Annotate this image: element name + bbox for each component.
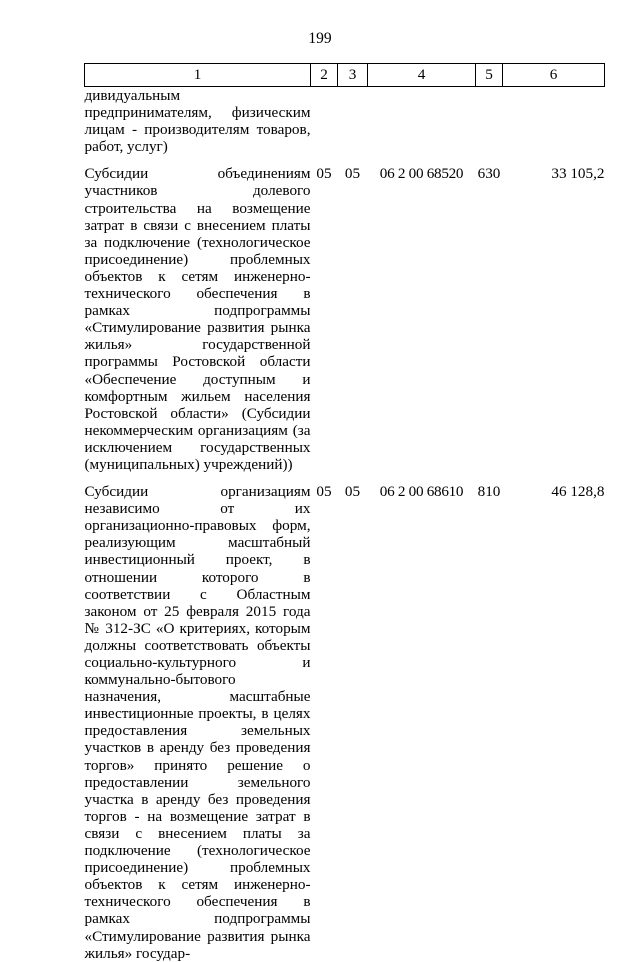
row-csr: 06 2 00 68610 [379,483,464,501]
table-row [85,165,605,473]
header-cell-amount: 6 [503,64,605,87]
header-cell-description: 1 [85,64,311,87]
row-pr: 05 [344,165,361,183]
table-header [85,64,605,87]
header-row [85,64,605,87]
table-row [85,483,605,962]
row-csr [368,87,476,156]
header-cell-csr: 4 [368,64,476,87]
row-amount: 33 105,2 [551,165,605,183]
header-cell-rz: 2 [311,64,338,87]
row-rz: 05 [316,165,332,183]
row-rz: 05 [316,483,332,501]
row-spacer [85,473,605,483]
budget-table [84,63,605,962]
row-vr: 810 [477,483,501,501]
row-description: Субсидии объединениям участников долевого строительства на возмещение затрат в связи с внесением платы за подключение (технологическое присоединение) проблемных объектов к сетям инженерно-технического обеспечения в рамках подпрограммы «Стимулирование развития рынка жилья» государственной программы Ростовской области «Обеспечение доступным и комфортным жильем населения Ростовской области» (Субсидии некоммерческим организациям (за исключением государственных (муниципальных) учреждений)) [84,165,311,473]
row-description: Субсидии организациям независимо от их организационно-правовых форм, реализующим масштабный инвестиционный проект, в отношении которого в соответствии с Областным законом от 25 февраля 2015 года № 312-ЗС «О критериях, которым должны соответствовать объекты социально-культурного и коммунально-бытового назначения, масштабные инвестиционные проекты, в целях предоставления земельных участков в аренду без проведения торгов» принято решение о предоставлении земельного участка в аренду без проведения торгов - на возмещение затрат в связи с внесением платы за подключение (технологическое присоединение) проблемных объектов к сетям инженерно-технического обеспечения в рамках подпрограммы «Стимулирование развития рынка жилья» государ- [84,483,311,962]
row-csr: 06 2 00 68520 [379,165,464,183]
row-pr: 05 [344,483,361,501]
row-amount [503,87,605,156]
table-row [85,87,605,156]
row-amount: 46 128,8 [551,483,605,501]
page-number: 199 [308,30,332,47]
header-cell-vr: 5 [476,64,503,87]
row-spacer [85,155,605,165]
row-vr [476,87,503,156]
row-pr [338,87,368,156]
row-rz [311,87,338,156]
row-vr: 630 [477,165,501,183]
row-description: дивидуальным предпринимателям, физическим лицам - производителям товаров, работ, услуг) [84,87,311,156]
header-cell-pr: 3 [338,64,368,87]
